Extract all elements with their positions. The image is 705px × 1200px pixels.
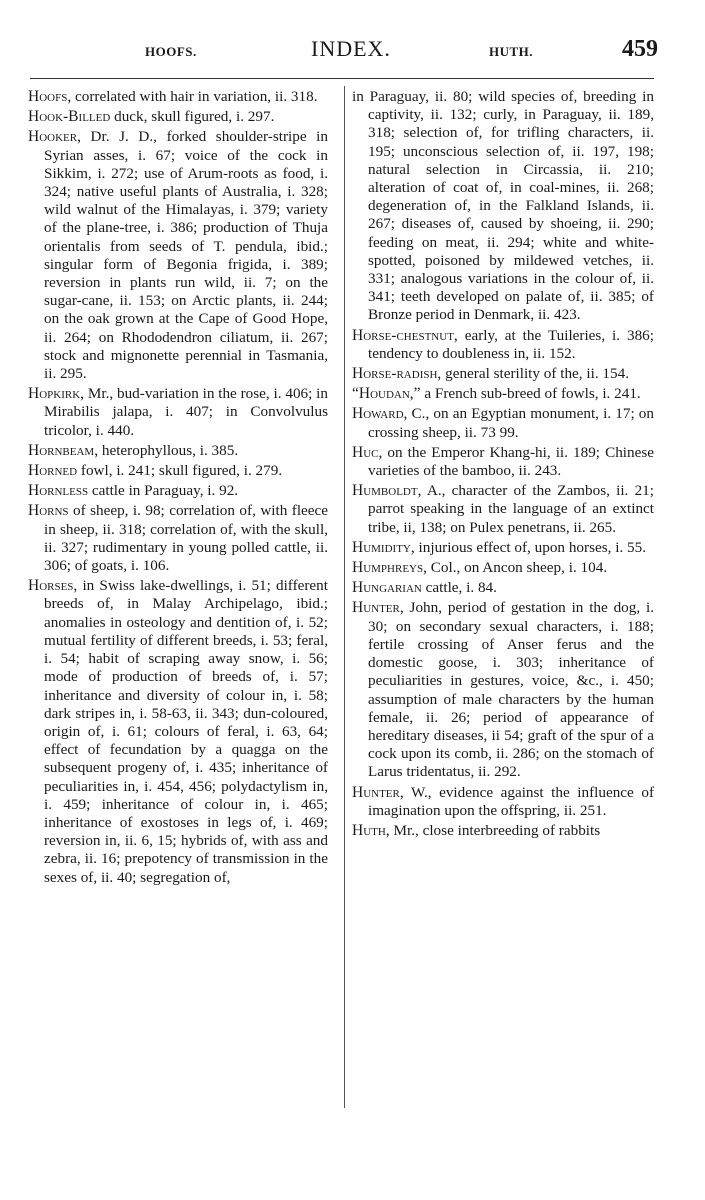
page-header [28, 36, 658, 72]
index-entry-heading: Humphreys, [352, 559, 427, 577]
index-entry-text: heterophyllous, i. 385. [98, 441, 239, 459]
index-entry-heading: Horse-radish, [352, 365, 442, 383]
index-entry [352, 327, 654, 363]
index-entry [352, 559, 654, 577]
index-entry [352, 88, 654, 325]
index-entry-heading: Hungarian [352, 579, 422, 597]
index-entry [28, 128, 328, 383]
index-entry-heading: Humboldt, [352, 482, 422, 500]
index-entry-text: Mr., close interbreeding of rabbits [389, 821, 601, 839]
index-entry-heading: Hopkirk, [28, 385, 85, 403]
index-entry-text: in Swiss lake-dwellings, i. 51; different breeds of, in Malay Archipelago, ibid.; anomalies in osteology and dentition of, i. 52; mutual fertility of different breeds, i. 53; feral, i. 54; habit of scraping away snow, i. 56; mode of production of breeds of, i. 57; inheritance and diversity of colour in, i. 58; dark stripes in, i. 58-63, ii. 343; dun-coloured, origin of, i. 61; colours of feral, i. 63, 64; effect of fecundation by a quagga on the subsequent progeny of, i. 435; inheritance of peculiarities in, i. 454, 456; polydactylism in, i. 459; inheritance of colour in, i. 465; inheritance of exostoses in legs of, i. 469; reversion in, ii. 6, 15; hybrids of, with ass and zebra, ii. 16; prepotency of transmission in the sexes of, ii. 40; segregation of, [44, 577, 328, 886]
index-entry-text: a French sub-breed of fowls, i. 241. [420, 385, 641, 403]
index-entry [28, 462, 328, 480]
index-entry-heading: Hoofs, [28, 88, 72, 105]
index-entry [28, 88, 328, 106]
index-entry-heading: Hornbeam, [28, 441, 99, 459]
index-entry-text: correlated with hair in variation, ii. 318. [71, 88, 318, 105]
index-entry-heading: Horned [28, 462, 78, 480]
index-entry-heading: Horses, [28, 577, 78, 595]
index-entry-text: cattle in Paraguay, i. 92. [88, 482, 239, 500]
index-entry-heading: “Houdan,” [352, 385, 421, 403]
index-entry [352, 385, 654, 403]
index-entry [352, 784, 654, 820]
header-first-word: HOOFS. [145, 44, 197, 59]
page-number: 459 [622, 36, 658, 62]
index-entry [28, 577, 328, 886]
index-entry-heading: Horse-chestnut, [352, 326, 458, 344]
index-entry-text: on the Emperor Khang-hi, ii. 189; Chinese varieties of the bamboo, ii. 243. [368, 443, 654, 480]
index-entry [352, 444, 654, 480]
index-entry-heading: Humidity, [352, 538, 415, 556]
index-entry-heading: Hunter, [352, 783, 404, 801]
index-entry [352, 579, 654, 597]
index-entry-text: cattle, i. 84. [421, 579, 497, 597]
index-entry-text: Col., on Ancon sheep, i. 104. [426, 559, 608, 577]
index-entry [352, 822, 654, 840]
index-entry [28, 108, 328, 126]
index-entry-heading: Hunter, [352, 599, 404, 617]
index-entry-heading: Hornless [28, 482, 89, 500]
index-entry-text: in Paraguay, ii. 80; wild species of, breeding in captivity, ii. 132; curly, in Paraguay, ii. 189, 318; selection of, for trifling characters, ii. 195; unconscious selection of, ii. 197, 198; natural selection in Circassia, ii. 210; alteration of coat of, in coal-mines, ii. 268; degeneration of, in the Falkland Islands, ii. 267; diseases of, caused by shoeing, ii. 290; feeding on meat, ii. 294; white and white-spotted, poisoned by mildewed vetches, ii. 331; analogous variations in the colour of, ii. 341; teeth developed on palate of, ii. 385; of Bronze period in Denmark, ii. 423. [352, 88, 654, 324]
index-entry-text: duck, skull figured, i. 297. [110, 108, 275, 126]
index-entry-text: Mr., bud-variation in the rose, i. 406; in Mirabilis jalapa, i. 407; in Convolvulus tricolor, i. 440. [44, 385, 328, 439]
page-title: INDEX. [311, 36, 391, 61]
index-entry-text: early, at the Tuileries, i. 386; tendency to doubleness in, ii. 152. [368, 326, 654, 362]
index-entry-heading: Hooker, [28, 128, 81, 146]
index-entry [352, 482, 654, 537]
header-rule [30, 78, 654, 79]
index-entry [352, 539, 654, 557]
index-entry [28, 385, 328, 440]
index-entry-text: Dr. J. D., forked shoulder-stripe in Syrian asses, i. 67; voice of the cock in Sikkim, i. 272; use of Arum-roots as food, i. 324; native useful plants of Australia, i. 328; wild walnut of the Himalayas, i. 379; variety of the plane-tree, i. 386; production of Thuja orientalis from seeds of T. pendula, ibid.; singular form of Begonia frigida, i. 389; reversion in plants run wild, ii. 7; on the sugar-cane, ii. 153; on Arctic plants, ii. 244; on the oak grown at the Cape of Good Hope, ii. 264; on Rhododendron ciliatum, ii. 267; stock and mignonette perennial in Tasmania, ii. 295. [44, 128, 328, 383]
index-entry [352, 365, 654, 383]
header-last-word: HUTH. [489, 44, 534, 59]
index-entry [352, 405, 654, 441]
index-entry-heading: Huth, [352, 821, 390, 839]
index-entry-text: C., on an Egyptian monument, i. 17; on crossing sheep, ii. 73 99. [368, 405, 654, 441]
index-entry-text: John, period of gestation in the dog, i. 30; on secondary sexual characters, i. 188; fertile crossing of Anser ferus and the domestic goose, i. 303; inheritance of peculiarities in gestures, voice, &c., i. 450; assumption of male characters by the human female, ii. 26; period of appearance of hereditary diseases, ii 54; graft of the spur of a cock upon its comb, ii. 286; on the stomach of Larus tridentatus, ii. 292. [368, 599, 654, 781]
index-entry [28, 482, 328, 500]
index-entry-heading: Horns [28, 502, 69, 520]
index-entry-heading: Hook-Billed [28, 108, 111, 126]
index-entry-text: general sterility of the, ii. 154. [441, 365, 629, 383]
index-entry [28, 502, 328, 575]
index-entry [28, 442, 328, 460]
index-entry [352, 599, 654, 781]
index-entry-text: W., evidence against the influence of imagination upon the offspring, ii. 251. [368, 783, 654, 819]
index-entry-text: of sheep, i. 98; correlation of, with fleece in sheep, ii. 318; correlation of, with the skull, ii. 327; rudimentary in young polled cattle, ii. 306; of goats, i. 106. [44, 502, 328, 575]
index-entry-text: A., character of the Zambos, ii. 21; parrot speaking in the language of an extinct tribe, ii, 138; on Pulex penetrans, ii. 265. [368, 482, 654, 536]
index-entry-text: injurious effect of, upon horses, i. 55. [414, 538, 647, 556]
index-column-left [28, 88, 328, 889]
column-divider [344, 86, 345, 1108]
index-entry-text: fowl, i. 241; skull figured, i. 279. [77, 462, 283, 480]
index-column-right [352, 88, 654, 842]
index-entry-heading: Huc, [352, 443, 383, 461]
index-entry-heading: Howard, [352, 405, 408, 423]
